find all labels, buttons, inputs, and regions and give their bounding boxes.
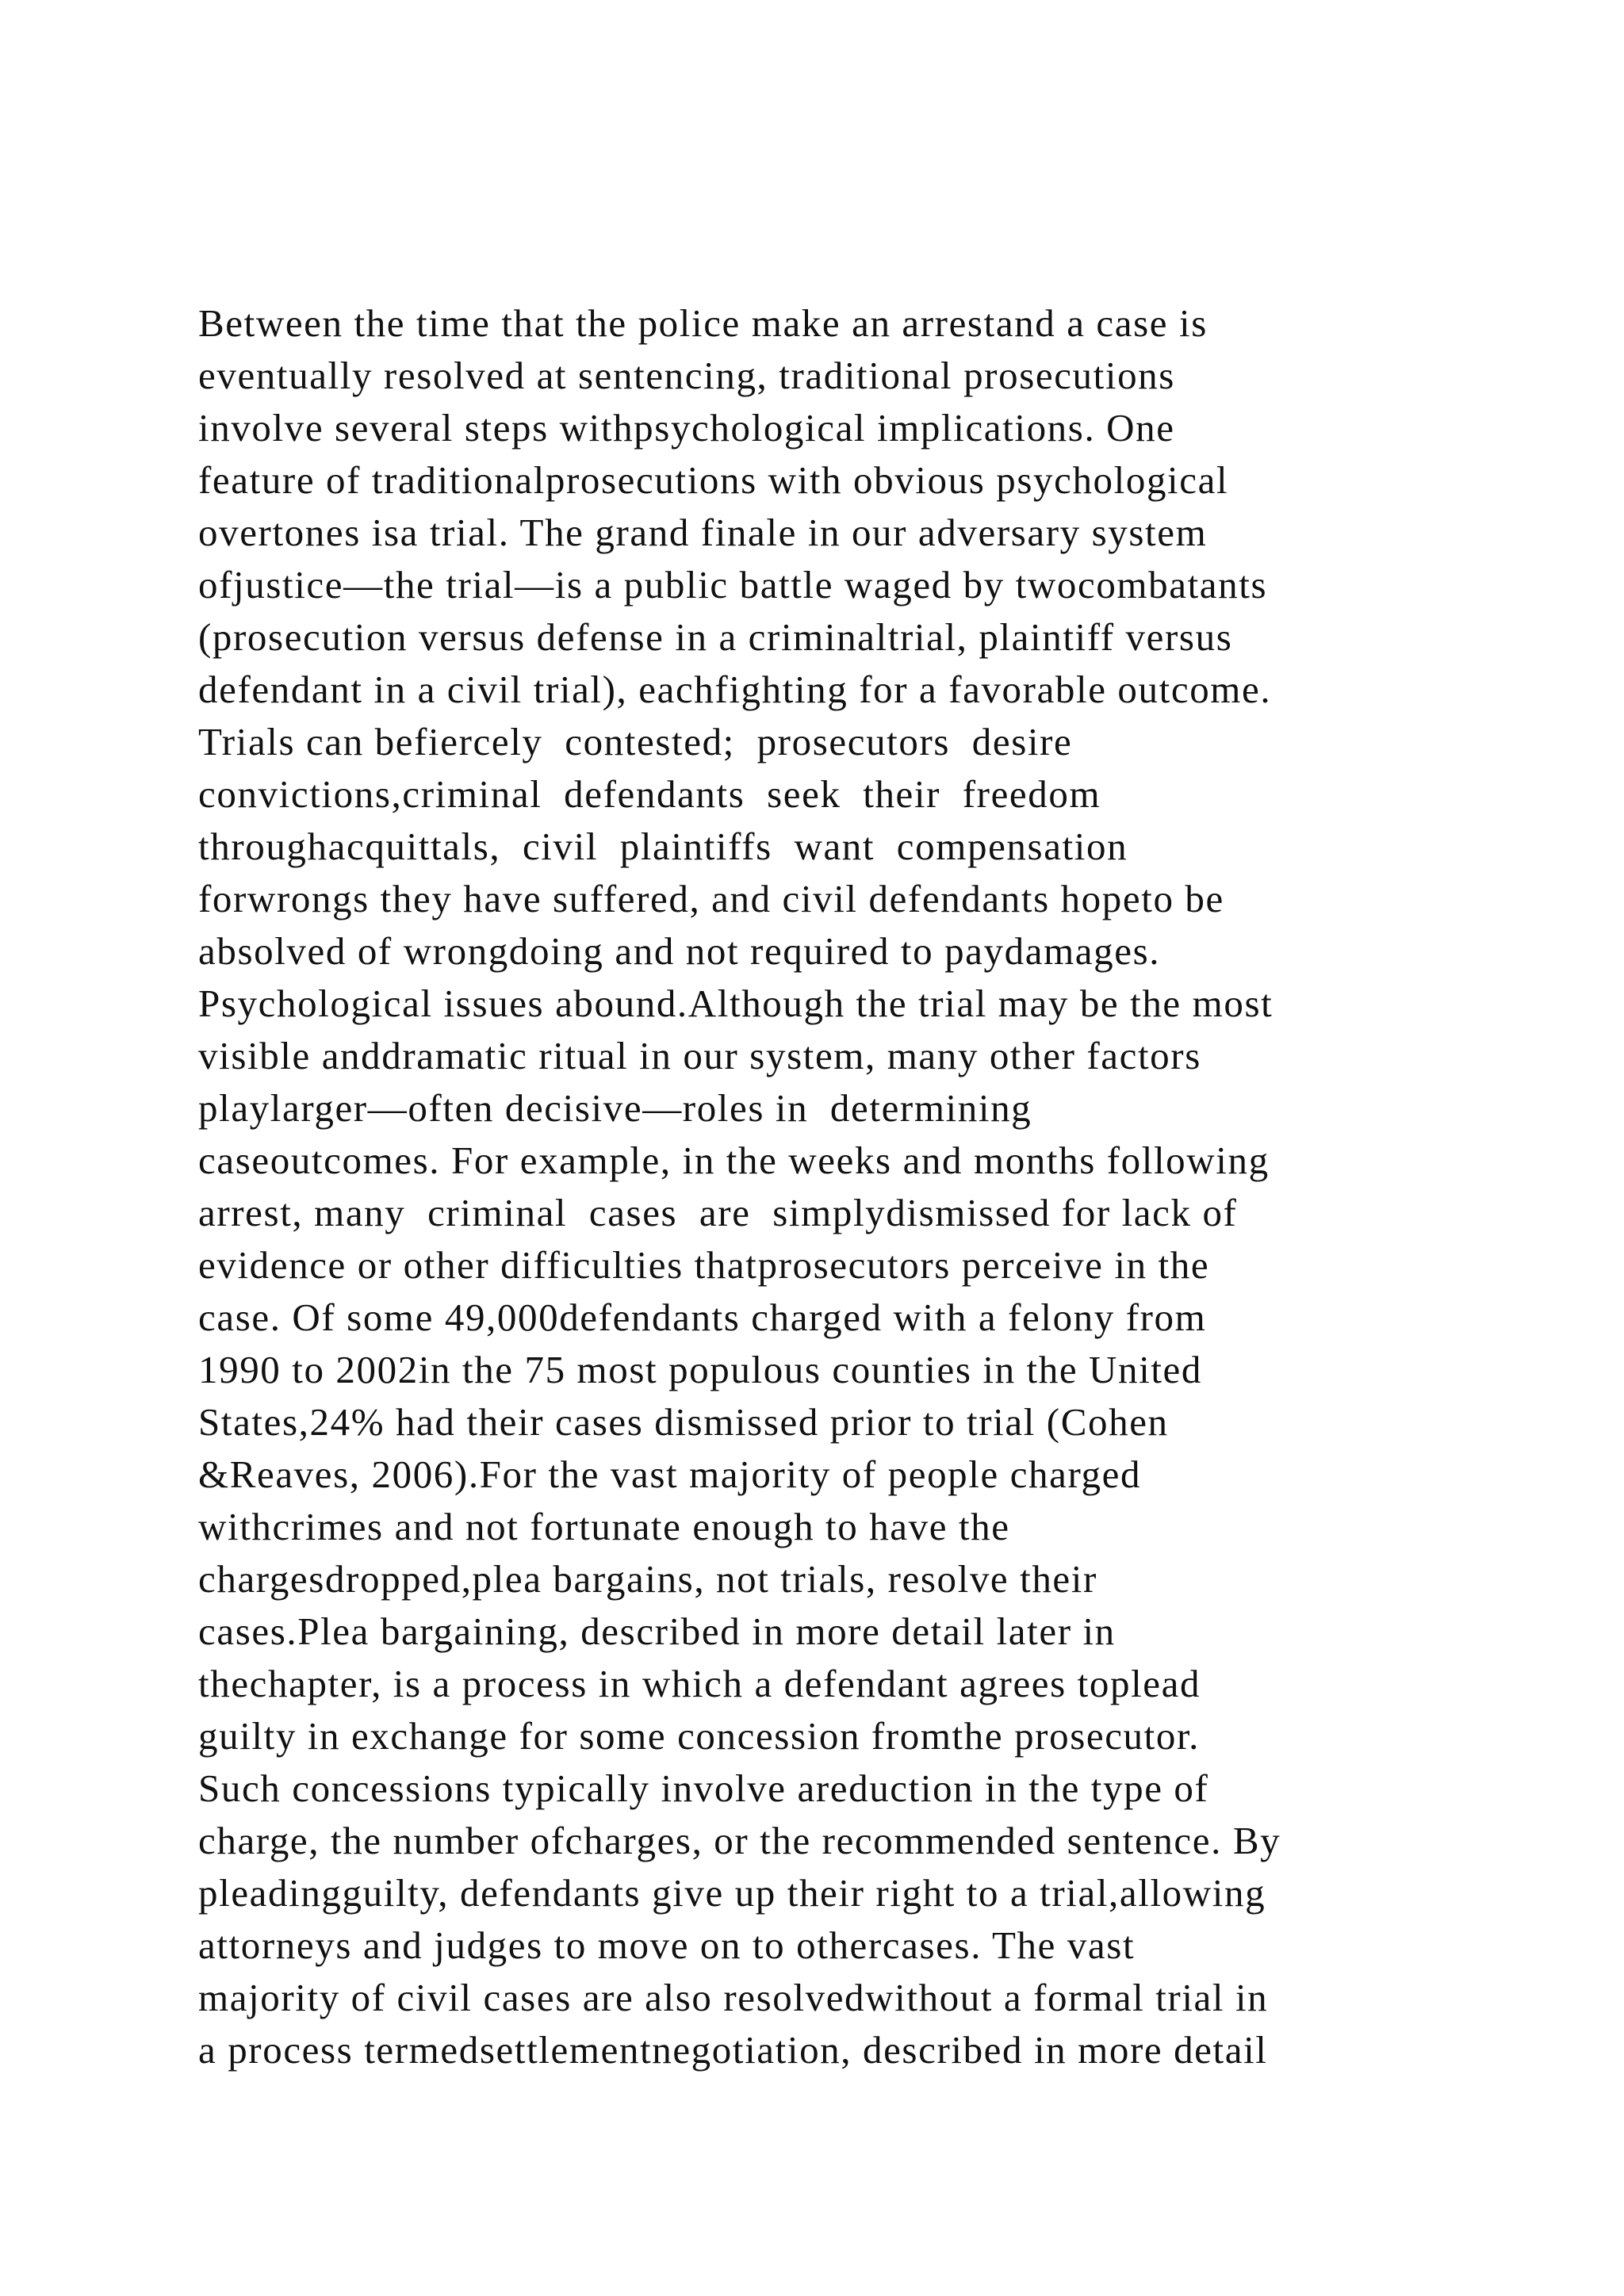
text-line: attorneys and judges to move on to othercases. The vast xyxy=(198,1923,1136,1967)
text-line: eventually resolved at sentencing, traditional prosecutions xyxy=(198,354,1175,397)
text-line: defendant in a civil trial), eachfighting for a favorable outcome. xyxy=(198,668,1272,711)
text-line: absolved of wrongdoing and not required to paydamages. xyxy=(198,929,1161,973)
text-line: Such concessions typically involve areduction in the type of xyxy=(198,1766,1209,1810)
text-line: ofjustice—the trial—is a public battle waged by twocombatants xyxy=(198,563,1268,607)
text-line: Trials can befiercely contested; prosecutors desire xyxy=(198,720,1073,763)
text-line: overtones isa trial. The grand finale in our adversary system xyxy=(198,511,1208,554)
text-line: cases.Plea bargaining, described in more detail later in xyxy=(198,1609,1116,1653)
text-line: feature of traditionalprosecutions with obvious psychological xyxy=(198,458,1229,502)
text-line: a process termedsettlementnegotiation, described in more detail xyxy=(198,2028,1268,2072)
text-line: forwrongs they have suffered, and civil defendants hopeto be xyxy=(198,877,1224,920)
text-line: Between the time that the police make an arrestand a case is xyxy=(198,301,1208,345)
text-line: States,24% had their cases dismissed prior to trial (Cohen xyxy=(198,1400,1169,1444)
text-line: throughacquittals, civil plaintiffs want compensation xyxy=(198,825,1128,868)
text-line: withcrimes and not fortunate enough to have the xyxy=(198,1505,1010,1548)
text-line: chargesdropped,plea bargains, not trials, resolve their xyxy=(198,1557,1097,1601)
text-line: evidence or other difficulties thatprosecutors perceive in the xyxy=(198,1243,1210,1287)
text-line: majority of civil cases are also resolvedwithout a formal trial in xyxy=(198,1976,1269,2019)
text-line: case. Of some 49,000defendants charged with a felony from xyxy=(198,1295,1207,1339)
text-line: playlarger—often decisive—roles in determining xyxy=(198,1086,1032,1130)
text-line: thechapter, is a process in which a defendant agrees toplead xyxy=(198,1662,1201,1705)
text-line: Psychological issues abound.Although the trial may be the most xyxy=(198,982,1274,1025)
text-line: involve several steps withpsychological implications. One xyxy=(198,406,1175,450)
text-line: charge, the number ofcharges, or the recommended sentence. By xyxy=(198,1819,1281,1862)
text-line: visible anddramatic ritual in our system, many other factors xyxy=(198,1034,1201,1077)
text-line: convictions,criminal defendants seek their freedom xyxy=(198,772,1101,816)
body-text xyxy=(198,297,1515,2076)
text-line: (prosecution versus defense in a criminaltrial, plaintiff versus xyxy=(198,615,1233,659)
text-line: &Reaves, 2006).For the vast majority of people charged xyxy=(198,1452,1142,1496)
text-line: arrest, many criminal cases are simplydismissed for lack of xyxy=(198,1191,1238,1234)
text-line: pleadingguilty, defendants give up their right to a trial,allowing xyxy=(198,1871,1266,1915)
text-line: caseoutcomes. For example, in the weeks and months following xyxy=(198,1138,1270,1182)
text-line: 1990 to 2002in the 75 most populous counties in the United xyxy=(198,1348,1203,1391)
text-line: guilty in exchange for some concession fromthe prosecutor. xyxy=(198,1714,1201,1758)
